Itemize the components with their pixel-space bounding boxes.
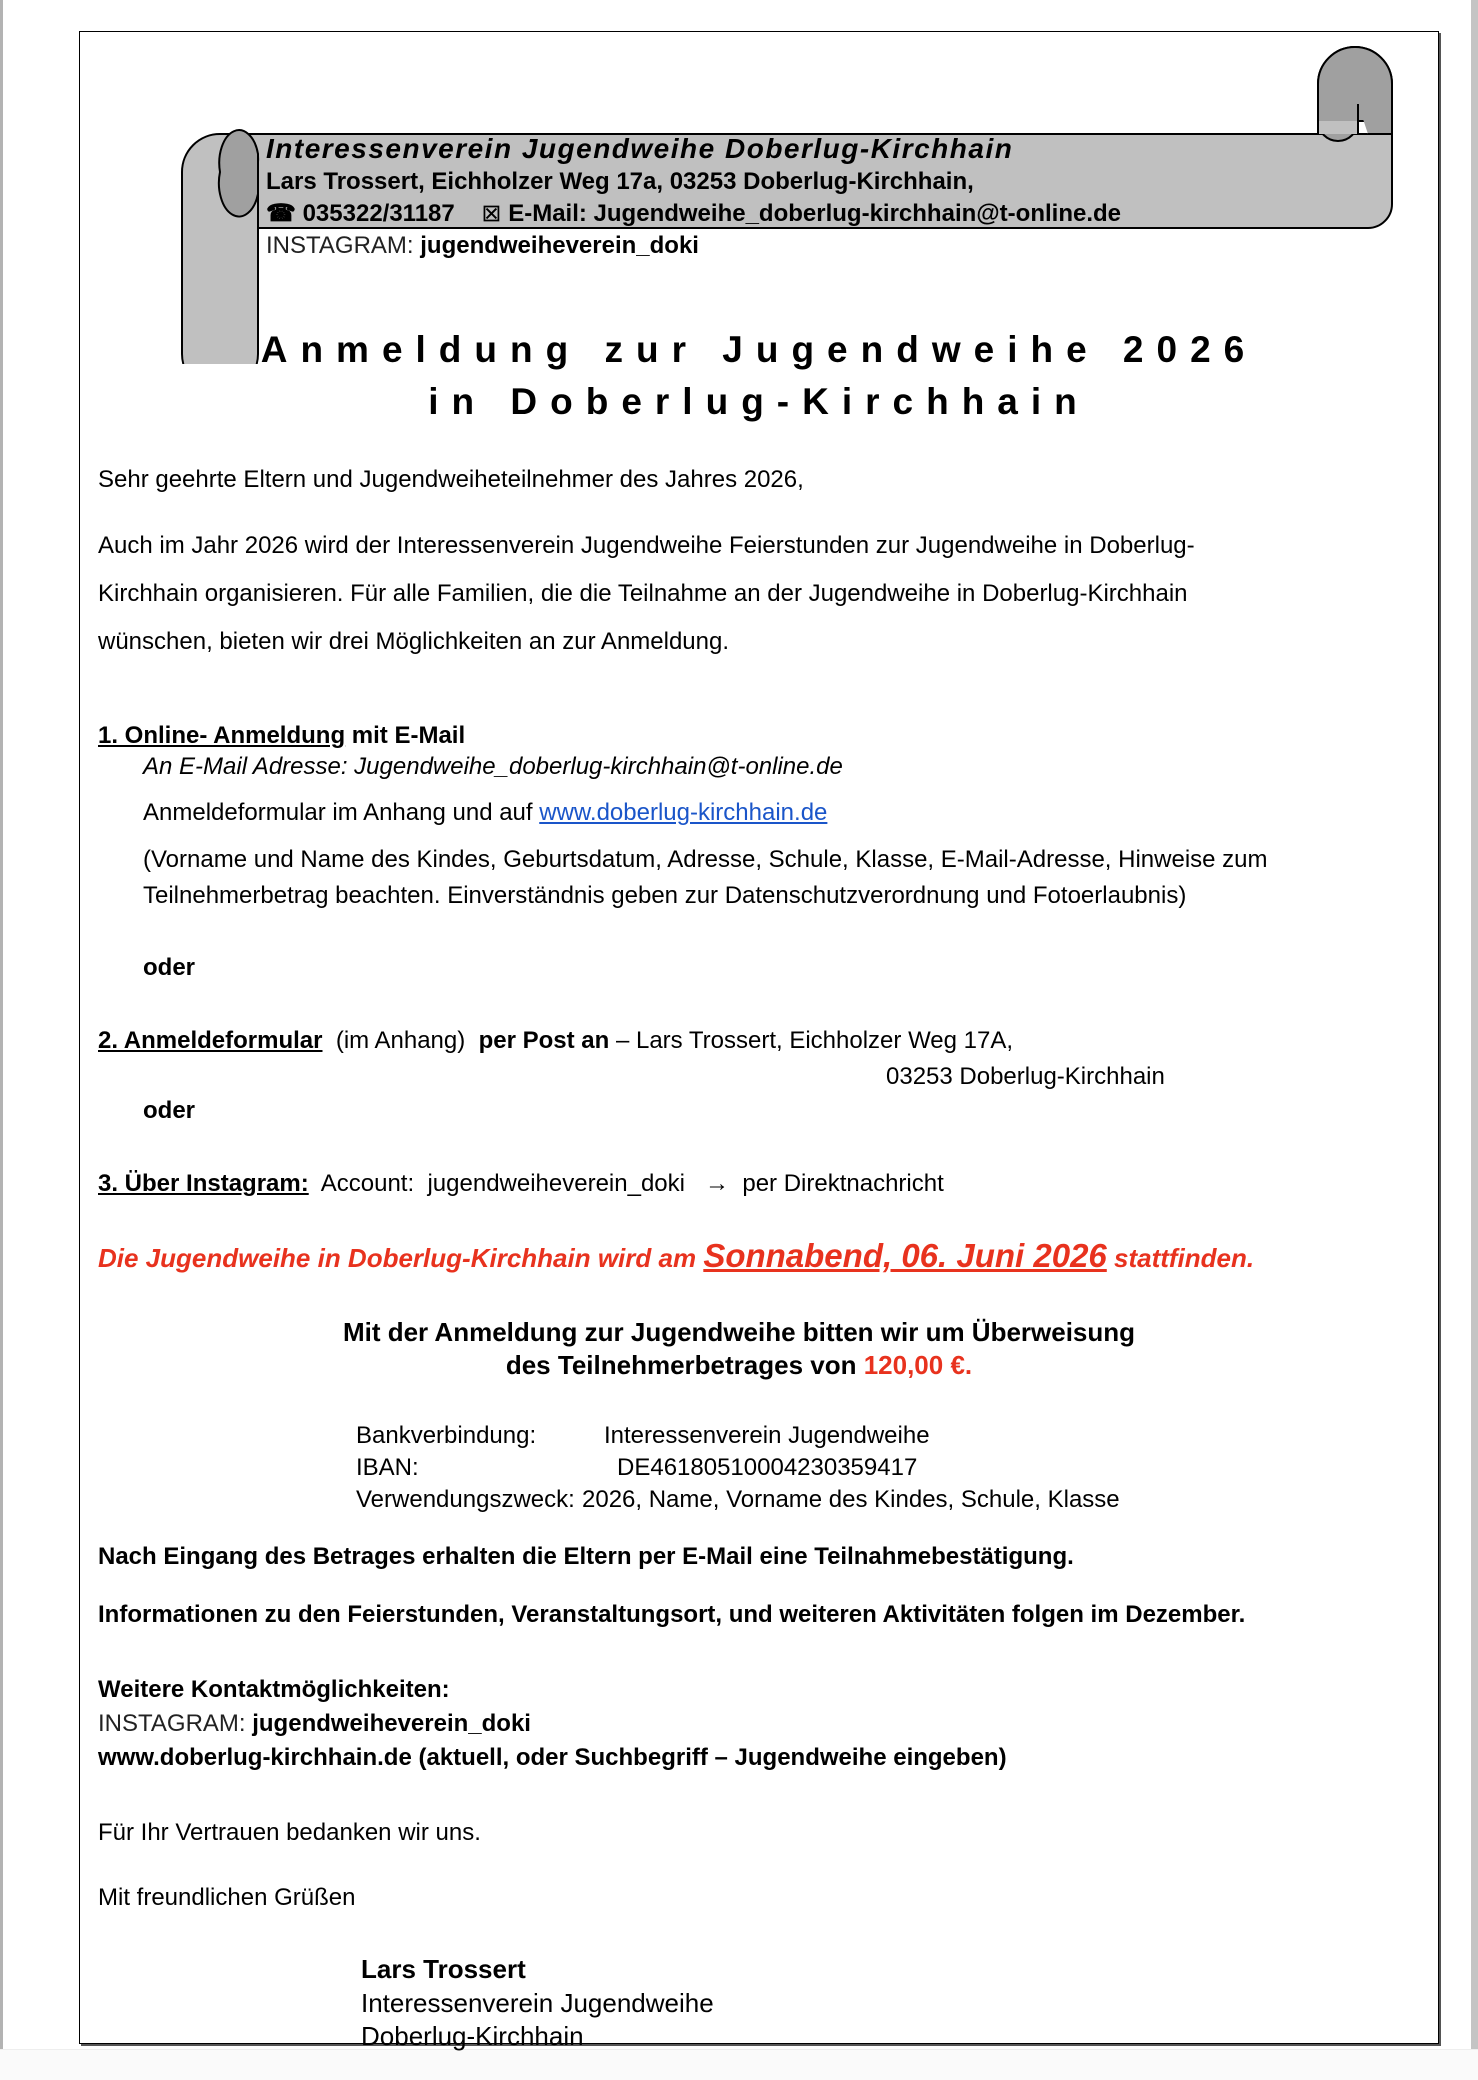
payment-line-2-text: des Teilnehmerbetrages von bbox=[505, 1350, 864, 1380]
phone-icon: ☎ bbox=[266, 200, 296, 227]
confirmation-note: Nach Eingang des Betrages erhalten die Eltern per E-Mail eine Teilnahmebestätigung. bbox=[98, 1543, 1074, 1570]
info-note: Informationen zu den Feierstunden, Veranstaltungsort, und weiteren Aktivitäten folgen im Dezember. bbox=[98, 1601, 1246, 1628]
instagram-handle: jugendweiheverein_doki bbox=[420, 232, 699, 259]
payment-line-2 bbox=[80, 1350, 1438, 1380]
phone-number: 035322/31187 bbox=[302, 200, 455, 227]
or-2: oder bbox=[143, 1097, 196, 1124]
iban-value: DE46180510004230359417 bbox=[617, 1454, 918, 1481]
option2-address-2: 03253 Doberlug-Kirchhain bbox=[886, 1063, 1165, 1090]
instagram-label: INSTAGRAM: bbox=[266, 232, 414, 259]
signature-org: Interessenverein Jugendweihe bbox=[361, 1988, 714, 2018]
signature-name: Lars Trossert bbox=[361, 1954, 526, 1984]
bank-label: Bankverbindung: bbox=[356, 1422, 537, 1449]
purpose-label: Verwendungszweck: bbox=[356, 1486, 575, 1513]
document-page bbox=[79, 31, 1439, 2051]
option3-account: Account: jugendweiheverein_doki bbox=[308, 1170, 685, 1197]
iban-label: IBAN: bbox=[356, 1454, 419, 1481]
purpose-value: 2026, Name, Vorname des Kindes, Schule, Klasse bbox=[582, 1486, 1120, 1513]
viewer-left-edge bbox=[0, 0, 3, 2080]
option1-suffix: mit E-Mail bbox=[345, 722, 466, 749]
bank-value: Interessenverein Jugendweihe bbox=[604, 1422, 930, 1449]
event-date: Sonnabend, 06. Juni 2026 bbox=[703, 1237, 1107, 1274]
option1-note-1: (Vorname und Name des Kindes, Geburtsdatum, Adresse, Schule, Klasse, E-Mail-Adresse, Hinweise zum bbox=[143, 846, 1268, 873]
closing: Mit freundlichen Grüßen bbox=[98, 1884, 356, 1911]
option2-post: per Post an bbox=[478, 1027, 610, 1054]
or-1: oder bbox=[143, 954, 196, 981]
payment-line-1: Mit der Anmeldung zur Jugendweihe bitten wir um Überweisung bbox=[342, 1317, 1136, 1347]
event-suffix: stattfinden. bbox=[1106, 1243, 1255, 1273]
intro-line-3: wünschen, bieten wir drei Möglichkeiten an zur Anmeldung. bbox=[98, 628, 730, 655]
mail-icon: ⊠ bbox=[481, 200, 502, 227]
option2-line bbox=[98, 1026, 1013, 1056]
option3-line bbox=[98, 1169, 944, 1199]
option1-heading bbox=[98, 721, 465, 751]
option2-address-1: – Lars Trossert, Eichholzer Weg 17A, bbox=[609, 1027, 1014, 1054]
title-line-1: Anmeldung zur Jugendweihe 2026 bbox=[260, 329, 1258, 370]
contact-website: www.doberlug-kirchhain.de (aktuell, oder Suchbegriff – Jugendweihe eingeben) bbox=[98, 1744, 1007, 1771]
option1-form-text: Anmeldeformular im Anhang und auf bbox=[143, 799, 540, 826]
org-address: Lars Trossert, Eichholzer Weg 17a, 03253 Doberlug-Kirchhain, bbox=[266, 168, 974, 195]
contact-line bbox=[266, 198, 1121, 230]
event-prefix: Die Jugendweihe in Doberlug-Kirchhain wird am bbox=[98, 1243, 704, 1273]
option1-note-2: Teilnehmerbetrag beachten. Einverständnis geben zur Datenschutzverordnung und Fotoerlaubnis) bbox=[143, 882, 1187, 909]
website-link[interactable]: www.doberlug-kirchhain.de bbox=[539, 799, 828, 826]
option3-title: 3. Über Instagram: bbox=[98, 1170, 309, 1197]
email-address: Jugendweihe_doberlug-kirchhain@t-online.de bbox=[593, 200, 1121, 227]
event-date-line bbox=[98, 1237, 1255, 1274]
signature-place: Doberlug-Kirchhain bbox=[361, 2021, 584, 2051]
contact-heading: Weitere Kontaktmöglichkeiten: bbox=[98, 1676, 450, 1703]
greeting: Sehr geehrte Eltern und Jugendweiheteilnehmer des Jahres 2026, bbox=[98, 466, 804, 493]
option1-email: An E-Mail Adresse: Jugendweihe_doberlug-kirchhain@t-online.de bbox=[143, 753, 843, 780]
intro-line-1: Auch im Jahr 2026 wird der Interessenverein Jugendweihe Feierstunden zur Jugendweihe in Doberlug- bbox=[98, 532, 1195, 559]
title-line-2: in Doberlug-Kirchhain bbox=[428, 381, 1090, 422]
intro-line-2: Kirchhain organisieren. Für alle Familien, die die Teilnahme an der Jugendweihe in Doberlug-Kirchhain bbox=[98, 580, 1188, 607]
option1-form-line bbox=[143, 798, 827, 828]
contact-instagram-handle: jugendweiheverein_doki bbox=[245, 1710, 531, 1737]
option3-via: per Direktnachricht bbox=[742, 1170, 944, 1197]
org-name: Interessenverein Jugendweihe Doberlug-Kirchhain bbox=[266, 133, 1014, 164]
contact-instagram-label: INSTAGRAM: bbox=[98, 1710, 246, 1737]
contact-instagram bbox=[98, 1709, 531, 1739]
viewer-bottom-area bbox=[0, 2049, 1478, 2080]
viewer-scrollbar[interactable] bbox=[1471, 0, 1478, 2080]
email-label: E-Mail: bbox=[508, 200, 587, 227]
page-title bbox=[80, 324, 1438, 428]
instagram-line bbox=[266, 230, 1121, 262]
option1-title: 1. Online- Anmeldung bbox=[98, 722, 346, 749]
thanks: Für Ihr Vertrauen bedanken wir uns. bbox=[98, 1819, 481, 1846]
banner-text bbox=[266, 132, 1121, 262]
option2-title: 2. Anmeldeformular bbox=[98, 1027, 323, 1054]
payment-amount: 120,00 €. bbox=[863, 1350, 973, 1380]
arrow-right-icon: → bbox=[705, 1170, 730, 1197]
option2-mid: (im Anhang) bbox=[322, 1027, 479, 1054]
